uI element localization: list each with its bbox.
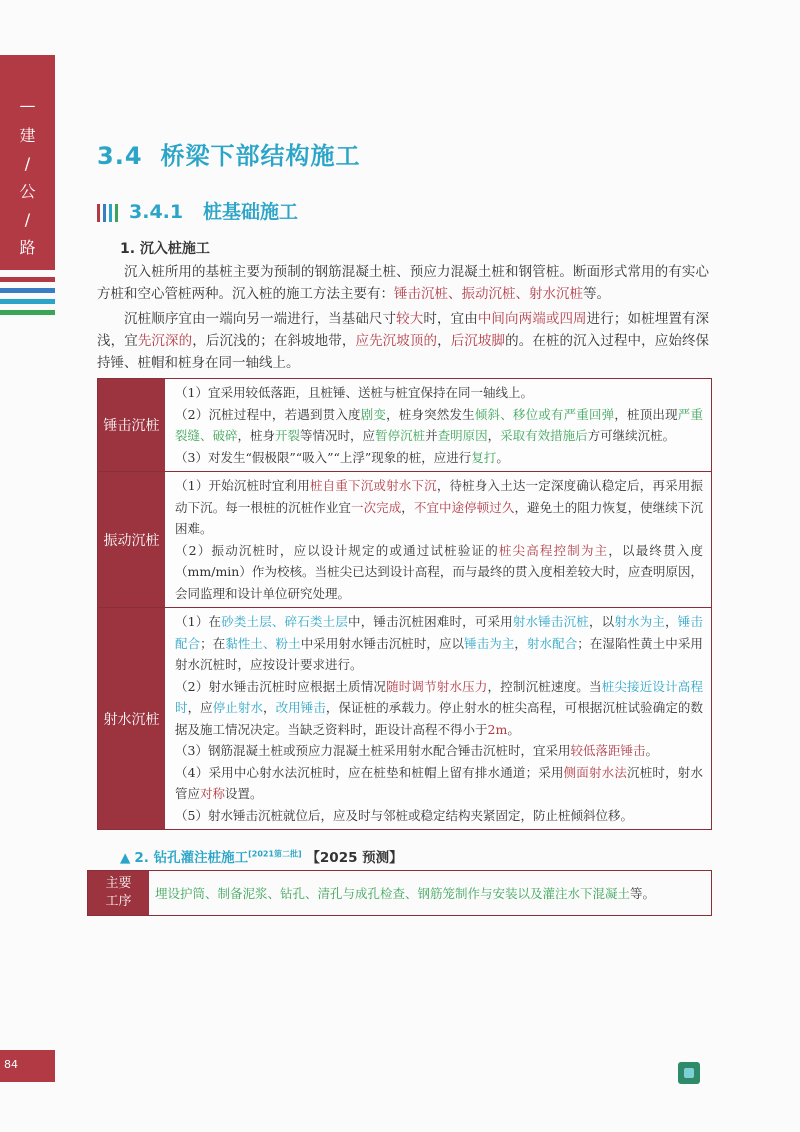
heading-bars-icon: [97, 202, 121, 224]
side-chapter-label: — 建 / 公 / 路: [0, 95, 55, 259]
text-line: （1）开始沉桩时宜利用桩自重下沉或射水下沉，待桩身入土达一定深度确认稳定后，再采用振动下沉。每一根桩的沉桩作业宜一次完成，不宜中途停顿过久，避免土的阻力恢复，使继续下沉困难。: [175, 478, 703, 536]
row-label: 振动沉桩: [98, 472, 165, 607]
stripe: [0, 277, 55, 282]
text: ，后沉浅的；在斜坡地带，: [192, 333, 356, 349]
text: 进行；如桩埋置有深浅，宜: [97, 311, 710, 349]
text: 的。在桩的沉入过程中，应始终保持锤、桩帽和桩身在同一轴线上。: [97, 333, 710, 371]
side-stripes: [0, 277, 55, 321]
topic-title: 2. 钻孔灌注桩施工: [134, 850, 249, 866]
highlight: 较大: [396, 311, 424, 327]
text: （1）宜采用较低落距，且桩锤、送桩与桩宜保持在同一轴线上。: [175, 385, 533, 400]
text-line: （2）射水锤击沉桩时应根据土质情况随时调节射水压力，控制沉桩速度。当桩尖接近设计高程时，应停止射水，改用锤击，保证桩的承载力。停止射水的桩尖高程，可根据沉桩试验确定的数据及施工情况决定。当缺乏资料时，距设计高程不得小于2m。: [175, 678, 703, 737]
highlight: 埋设护筒、制备泥浆、钻孔、清孔与成孔检查、钢筋笼制作与安装以及灌注水下混凝土: [155, 886, 631, 901]
text-line: （3）对发生“假极限”“吸入”“上浮”现象的桩，应进行复打。: [175, 449, 509, 465]
publisher-logo-icon: [678, 1062, 700, 1084]
subsection-number: 3.4.1: [129, 201, 184, 223]
text-line: （1）在砂类土层、碎石类土层中，锤击沉桩困难时，可采用射水锤击沉桩，以射水为主，锤击配合；在黏性土、粉土中采用射水锤击沉桩时，应以锤击为主，射水配合；在湿陷性黄土中采用射水沉桩时，应按设计要求进行。: [175, 614, 703, 672]
exam-tag: [2021第二批]: [248, 849, 302, 859]
side-char: 路: [19, 238, 36, 257]
page-number: 84: [4, 1058, 18, 1071]
text-line: （3）钢筋混凝土桩或预应力混凝土桩采用射水配合锤击沉桩时，宜采用较低落距锤击。: [175, 743, 658, 758]
text-line: （4）采用中心射水法沉桩时，应在桩垫和桩帽上留有排水通道；采用侧面射水法沉桩时，射水管应对称设置。: [175, 764, 703, 801]
table-row: [98, 379, 711, 472]
text: 等。: [583, 286, 610, 302]
section-heading: [97, 136, 361, 171]
highlight: 先沉深的: [137, 333, 193, 349]
topic-heading: [120, 846, 403, 866]
highlight: 应先沉坡顶的: [355, 333, 438, 349]
highlight: 后沉坡脚: [450, 333, 506, 349]
text: （5）射水锤击沉桩就位后，应及时与邻桩或稳定结构夹紧固定，防止桩倾斜位移。: [175, 807, 633, 823]
text-line: （2）沉桩过程中，若遇到贯入度剧变，桩身突然发生倾斜、移位或有严重回弹，桩顶出现严重裂缝、破碎，桩身开裂等情况时，应暂停沉桩并查明原因，采取有效措施后方可继续沉桩。: [175, 406, 703, 443]
side-char: 公: [19, 182, 36, 201]
text: 时，宜由: [423, 311, 478, 327]
section-number: 3.4: [97, 142, 143, 170]
text: 沉入桩所用的基桩主要为预制的钢筋混凝土桩、预应力混凝土桩和钢管桩。断面形式常用的有实心方桩和空心管桩两种。沉入桩的施工方法主要有：: [97, 264, 709, 302]
stripe: [0, 310, 55, 315]
process-label: 主要 工序: [88, 871, 149, 915]
row-content: [165, 472, 711, 607]
subsection-heading: [97, 197, 298, 224]
triangle-icon: ▲: [120, 850, 131, 866]
row-content: [165, 379, 711, 471]
highlight: 中间向两端或四周: [477, 311, 587, 327]
prediction-tag: 【2025 预测】: [306, 850, 403, 866]
table-row: [98, 472, 711, 608]
row-label: 射水沉桩: [98, 608, 165, 829]
paragraph: [97, 308, 709, 374]
text: ，: [437, 333, 451, 349]
stripe: [0, 288, 55, 293]
pile-method-table: [97, 378, 712, 830]
paragraph: [97, 261, 709, 305]
text: 沉桩顺序宜由一端向另一端进行，当基础尺寸: [124, 311, 397, 327]
text: 等。: [630, 886, 656, 901]
stripe: [0, 299, 55, 304]
table-row: [98, 608, 711, 829]
topic-heading: 1. 沉入桩施工: [120, 241, 210, 257]
text-line: （2）振动沉桩时，应以设计规定的或通过试桩验证的桩尖高程控制为主，以最终贯入度（mm/min）作为校核。当桩尖已达到设计高程，而与最终的贯入度相差较大时，应查明原因，会同监理和设计单位研究处理。: [175, 542, 703, 601]
row-label: 锤击沉桩: [98, 379, 165, 471]
row-content: [165, 608, 711, 829]
main-process-box: [87, 870, 712, 916]
side-char: 建: [19, 126, 36, 145]
process-content: [149, 871, 711, 915]
highlight: 锤击沉桩、振动沉桩、射水沉桩: [394, 286, 583, 302]
section-title: 桥梁下部结构施工: [160, 142, 361, 170]
subsection-title: 桩基础施工: [202, 201, 298, 223]
